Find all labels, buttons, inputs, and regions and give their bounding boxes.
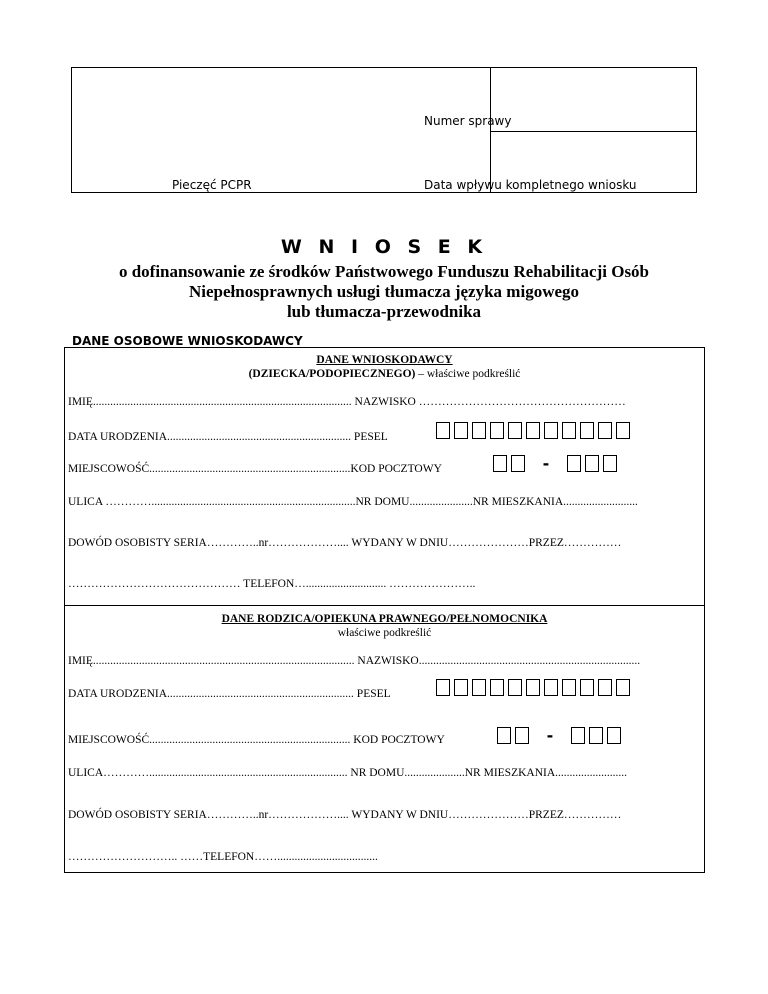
postal-cell[interactable] xyxy=(571,727,585,744)
postal-cell[interactable] xyxy=(493,455,507,472)
guardian-heading-note: właściwe podkreślić xyxy=(337,627,432,639)
pesel-cell[interactable] xyxy=(490,679,504,696)
pesel-cell[interactable] xyxy=(580,679,594,696)
pesel-cell[interactable] xyxy=(616,422,630,439)
stamp-divider xyxy=(490,68,491,192)
applicant-address-field[interactable]: ULICA ………….......................................................................NR DOMU......................NR MIESZKANIA.......................... xyxy=(68,496,638,508)
guardian-heading-title: DANE RODZICA/OPIEKUNA PRAWNEGO/PEŁNOMOCNIKA xyxy=(221,613,548,625)
applicant-birthdate-field[interactable]: DATA URODZENIA................................................................ PESEL xyxy=(68,431,388,443)
postal-cell[interactable] xyxy=(515,727,529,744)
pesel-cell[interactable] xyxy=(616,679,630,696)
subtitle-line-2: Niepełnosprawnych usługi tłumacza języka migowego xyxy=(188,282,580,301)
postal-cell[interactable] xyxy=(589,727,603,744)
pesel-cell[interactable] xyxy=(436,679,450,696)
pesel-cell[interactable] xyxy=(490,422,504,439)
pesel-cell[interactable] xyxy=(508,679,522,696)
postal-dash: - xyxy=(542,454,550,473)
guardian-address-field[interactable]: ULICA…………..................................................................... NR DOMU.....................NR MIESZKANIA......................... xyxy=(68,767,628,779)
stamp-hline xyxy=(490,131,696,132)
pesel-cell[interactable] xyxy=(598,679,612,696)
postal-cell[interactable] xyxy=(603,455,617,472)
applicant-heading-bold: (DZIECKA/PODOPIECZNEGO) xyxy=(248,368,416,380)
pesel-cell[interactable] xyxy=(454,679,468,696)
guardian-birthdate-field[interactable]: DATA URODZENIA................................................................. PESEL xyxy=(68,688,391,700)
guardian-pesel-boxes[interactable] xyxy=(436,679,630,696)
guardian-phone-field[interactable]: ……………………….. ……TELEFON……................................... xyxy=(68,851,378,863)
pesel-cell[interactable] xyxy=(562,679,576,696)
applicant-heading-title: DANE WNIOSKODAWCY xyxy=(316,354,453,366)
stamp-box xyxy=(71,67,697,193)
pesel-cell[interactable] xyxy=(580,422,594,439)
subtitle-line-1: o dofinansowanie ze środków Państwowego Funduszu Rehabilitacji Osób xyxy=(118,262,650,281)
form-divider xyxy=(64,605,705,606)
pesel-cell[interactable] xyxy=(562,422,576,439)
postal-cell[interactable] xyxy=(585,455,599,472)
case-number-label: Numer sprawy xyxy=(424,114,512,128)
applicant-phone-field[interactable]: ……………………………………… TELEFON…............................ ………………….. xyxy=(68,578,476,590)
pesel-cell[interactable] xyxy=(508,422,522,439)
applicant-postal-code-boxes[interactable] xyxy=(493,455,617,472)
applicant-id-card-field[interactable]: DOWÓD OSOBISTY SERIA…………..nr……………….... WYDANY W DNIU…………………PRZEZ…………… xyxy=(68,537,622,549)
pesel-cell[interactable] xyxy=(598,422,612,439)
postal-cell[interactable] xyxy=(511,455,525,472)
receipt-date-label: Data wpływu kompletnego wniosku xyxy=(424,178,637,192)
pesel-cell[interactable] xyxy=(544,422,558,439)
pesel-cell[interactable] xyxy=(454,422,468,439)
pesel-cell[interactable] xyxy=(544,679,558,696)
pesel-cell[interactable] xyxy=(436,422,450,439)
applicant-city-field[interactable]: MIEJSCOWOŚĆ......................................................................KOD POCZTOWY xyxy=(68,463,442,475)
pesel-cell[interactable] xyxy=(526,679,540,696)
postal-cell[interactable] xyxy=(497,727,511,744)
postal-cell[interactable] xyxy=(607,727,621,744)
applicant-pesel-boxes[interactable] xyxy=(436,422,630,439)
postal-dash: - xyxy=(546,726,554,745)
guardian-heading xyxy=(64,612,705,640)
guardian-id-card-field[interactable]: DOWÓD OSOBISTY SERIA…………..nr……………….... WYDANY W DNIU…………………PRZEZ…………… xyxy=(68,809,622,821)
guardian-postal-code-boxes[interactable] xyxy=(497,727,621,744)
section-title: DANE OSOBOWE WNIOSKODAWCY xyxy=(72,334,303,348)
applicant-name-field[interactable]: IMIĘ.......................................................................................... NAZWISKO ……………………………………………… xyxy=(68,396,626,408)
pesel-cell[interactable] xyxy=(472,679,486,696)
pcpr-stamp-label: Pieczęć PCPR xyxy=(172,178,252,192)
pesel-cell[interactable] xyxy=(472,422,486,439)
applicant-heading-note: – właściwe podkreślić xyxy=(415,368,521,380)
guardian-city-field[interactable]: MIEJSCOWOŚĆ...................................................................... KOD POCZTOWY xyxy=(68,734,445,746)
page-title: W N I O S E K xyxy=(280,236,488,258)
pesel-cell[interactable] xyxy=(526,422,540,439)
subtitle-line-3: lub tłumacza-przewodnika xyxy=(286,302,482,321)
postal-cell[interactable] xyxy=(567,455,581,472)
applicant-heading xyxy=(64,353,705,381)
guardian-name-field[interactable]: IMIĘ........................................................................................... NAZWISKO............................................................................. xyxy=(68,655,641,667)
